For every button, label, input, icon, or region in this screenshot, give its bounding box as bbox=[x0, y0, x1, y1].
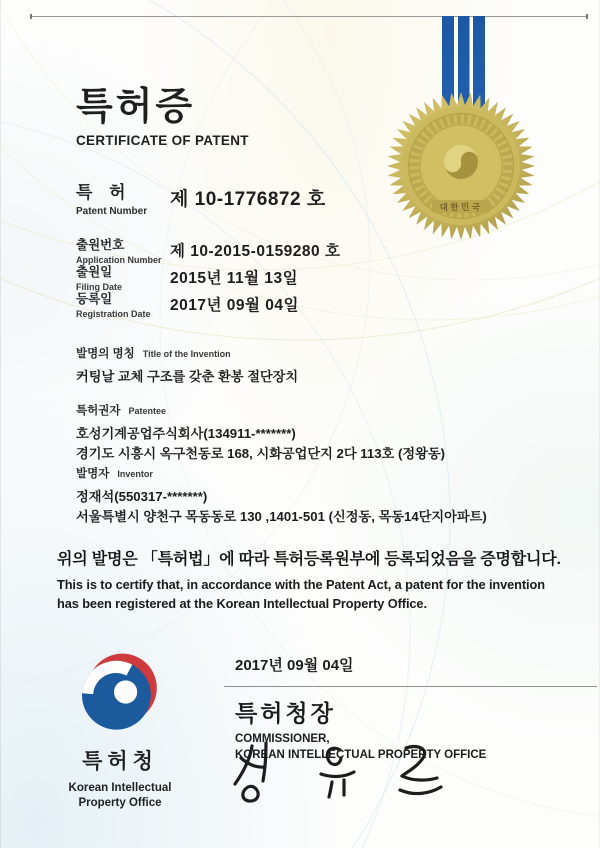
invention-section bbox=[76, 345, 546, 387]
filing-date-label bbox=[76, 266, 170, 292]
registration-date-row bbox=[76, 293, 299, 319]
filing-date-label-en: Filing Date bbox=[76, 281, 123, 292]
issue-date: 2017년 09월 04일 bbox=[235, 657, 354, 674]
patentee-label-kr: 특허권자 bbox=[76, 405, 121, 417]
certification-statement-kr: 위의 발명은 「특허법」에 따라 특허등록원부에 등록되었음을 증명합니다. bbox=[57, 551, 561, 568]
gold-medal-seal-icon bbox=[386, 91, 536, 241]
patentee-address: 경기도 시흥시 옥구천동로 168, 시화공업단지 2다 113호 (정왕동) bbox=[76, 446, 445, 462]
patent-number-label-kr: 특 허 bbox=[76, 183, 132, 202]
registration-date-value: 2017년 09월 04일 bbox=[170, 297, 299, 314]
inventor-details bbox=[76, 487, 566, 528]
commissioner-title-en-line2: KOREAN INTELLECTUAL PROPERTY OFFICE bbox=[235, 748, 487, 761]
certification-statement-en bbox=[57, 576, 597, 613]
patent-number-label-en: Patent Number bbox=[76, 205, 148, 217]
invention-title: 커팅날 교체 구조를 갖춘 환봉 절단장치 bbox=[76, 369, 299, 384]
kipo-name-en-line2: Property Office bbox=[78, 796, 162, 809]
patentee-label bbox=[76, 402, 556, 418]
application-number-label-en: Application Number bbox=[76, 254, 162, 265]
filing-date-label-kr: 출원일 bbox=[76, 265, 113, 279]
inventor-name: 정재석(550317-*******) bbox=[76, 489, 208, 504]
inventor-label bbox=[76, 465, 566, 481]
patent-number-value: 제 10-1776872 호 bbox=[170, 189, 326, 210]
application-number-value: 제 10-2015-0159280 호 bbox=[170, 243, 341, 260]
kipo-name-kr: 특허청 bbox=[82, 750, 158, 773]
kipo-name-en-line1: Korean Intellectual bbox=[68, 782, 172, 794]
invention-label bbox=[76, 345, 546, 361]
signature-divider-rule bbox=[224, 686, 597, 687]
kipo-taegeuk-logo-icon bbox=[80, 652, 160, 732]
page-title: 특허증 bbox=[76, 86, 196, 128]
application-number-label-kr: 출원번호 bbox=[76, 238, 125, 252]
patentee-details bbox=[76, 424, 556, 465]
filing-date-row bbox=[76, 266, 298, 292]
patent-number-row bbox=[76, 184, 326, 217]
medal-assembly bbox=[380, 0, 570, 258]
page-title-english: CERTIFICATE OF PATENT bbox=[76, 133, 249, 148]
certification-statement-en-line1: This is to certify that, in accordance with the Patent Act, a patent for the invention bbox=[57, 577, 545, 592]
inventor-section bbox=[76, 465, 566, 528]
certification-statement bbox=[57, 546, 597, 613]
commissioner-signature bbox=[228, 738, 458, 808]
registration-date-label-kr: 등록일 bbox=[76, 292, 113, 306]
inventor-address: 서울특별시 양천구 목동동로 130 ,1401-501 (신정동, 목동14단지아파트) bbox=[76, 509, 487, 525]
commissioner-title-en-line1: COMMISSIONER, bbox=[235, 733, 330, 745]
certification-statement-en-line2: has been registered at the Korean Intellectual Property Office. bbox=[57, 595, 427, 611]
registration-date-label bbox=[76, 293, 170, 319]
kipo-name-en bbox=[58, 781, 182, 811]
patent-number-label bbox=[76, 184, 170, 217]
kipo-logo-block bbox=[58, 652, 182, 811]
application-number-row bbox=[76, 239, 340, 265]
commissioner-title-kr: 특허청장 bbox=[235, 700, 336, 726]
certificate-header bbox=[76, 88, 249, 148]
patentee-label-en: Patentee bbox=[128, 406, 166, 416]
inventor-label-kr: 발명자 bbox=[76, 468, 110, 480]
invention-label-kr: 발명의 명칭 bbox=[76, 348, 135, 360]
inventor-label-en: Inventor bbox=[117, 469, 153, 479]
patentee-section bbox=[76, 402, 556, 465]
medal-banner-label: 대한민국 bbox=[439, 202, 483, 212]
invention-label-en: Title of the Invention bbox=[142, 349, 231, 359]
filing-date-value: 2015년 11월 13일 bbox=[170, 270, 299, 287]
patentee-name: 호성기계공업주식회사(134911-*******) bbox=[76, 426, 296, 441]
registration-date-label-en: Registration Date bbox=[76, 308, 151, 319]
application-number-label bbox=[76, 239, 170, 265]
